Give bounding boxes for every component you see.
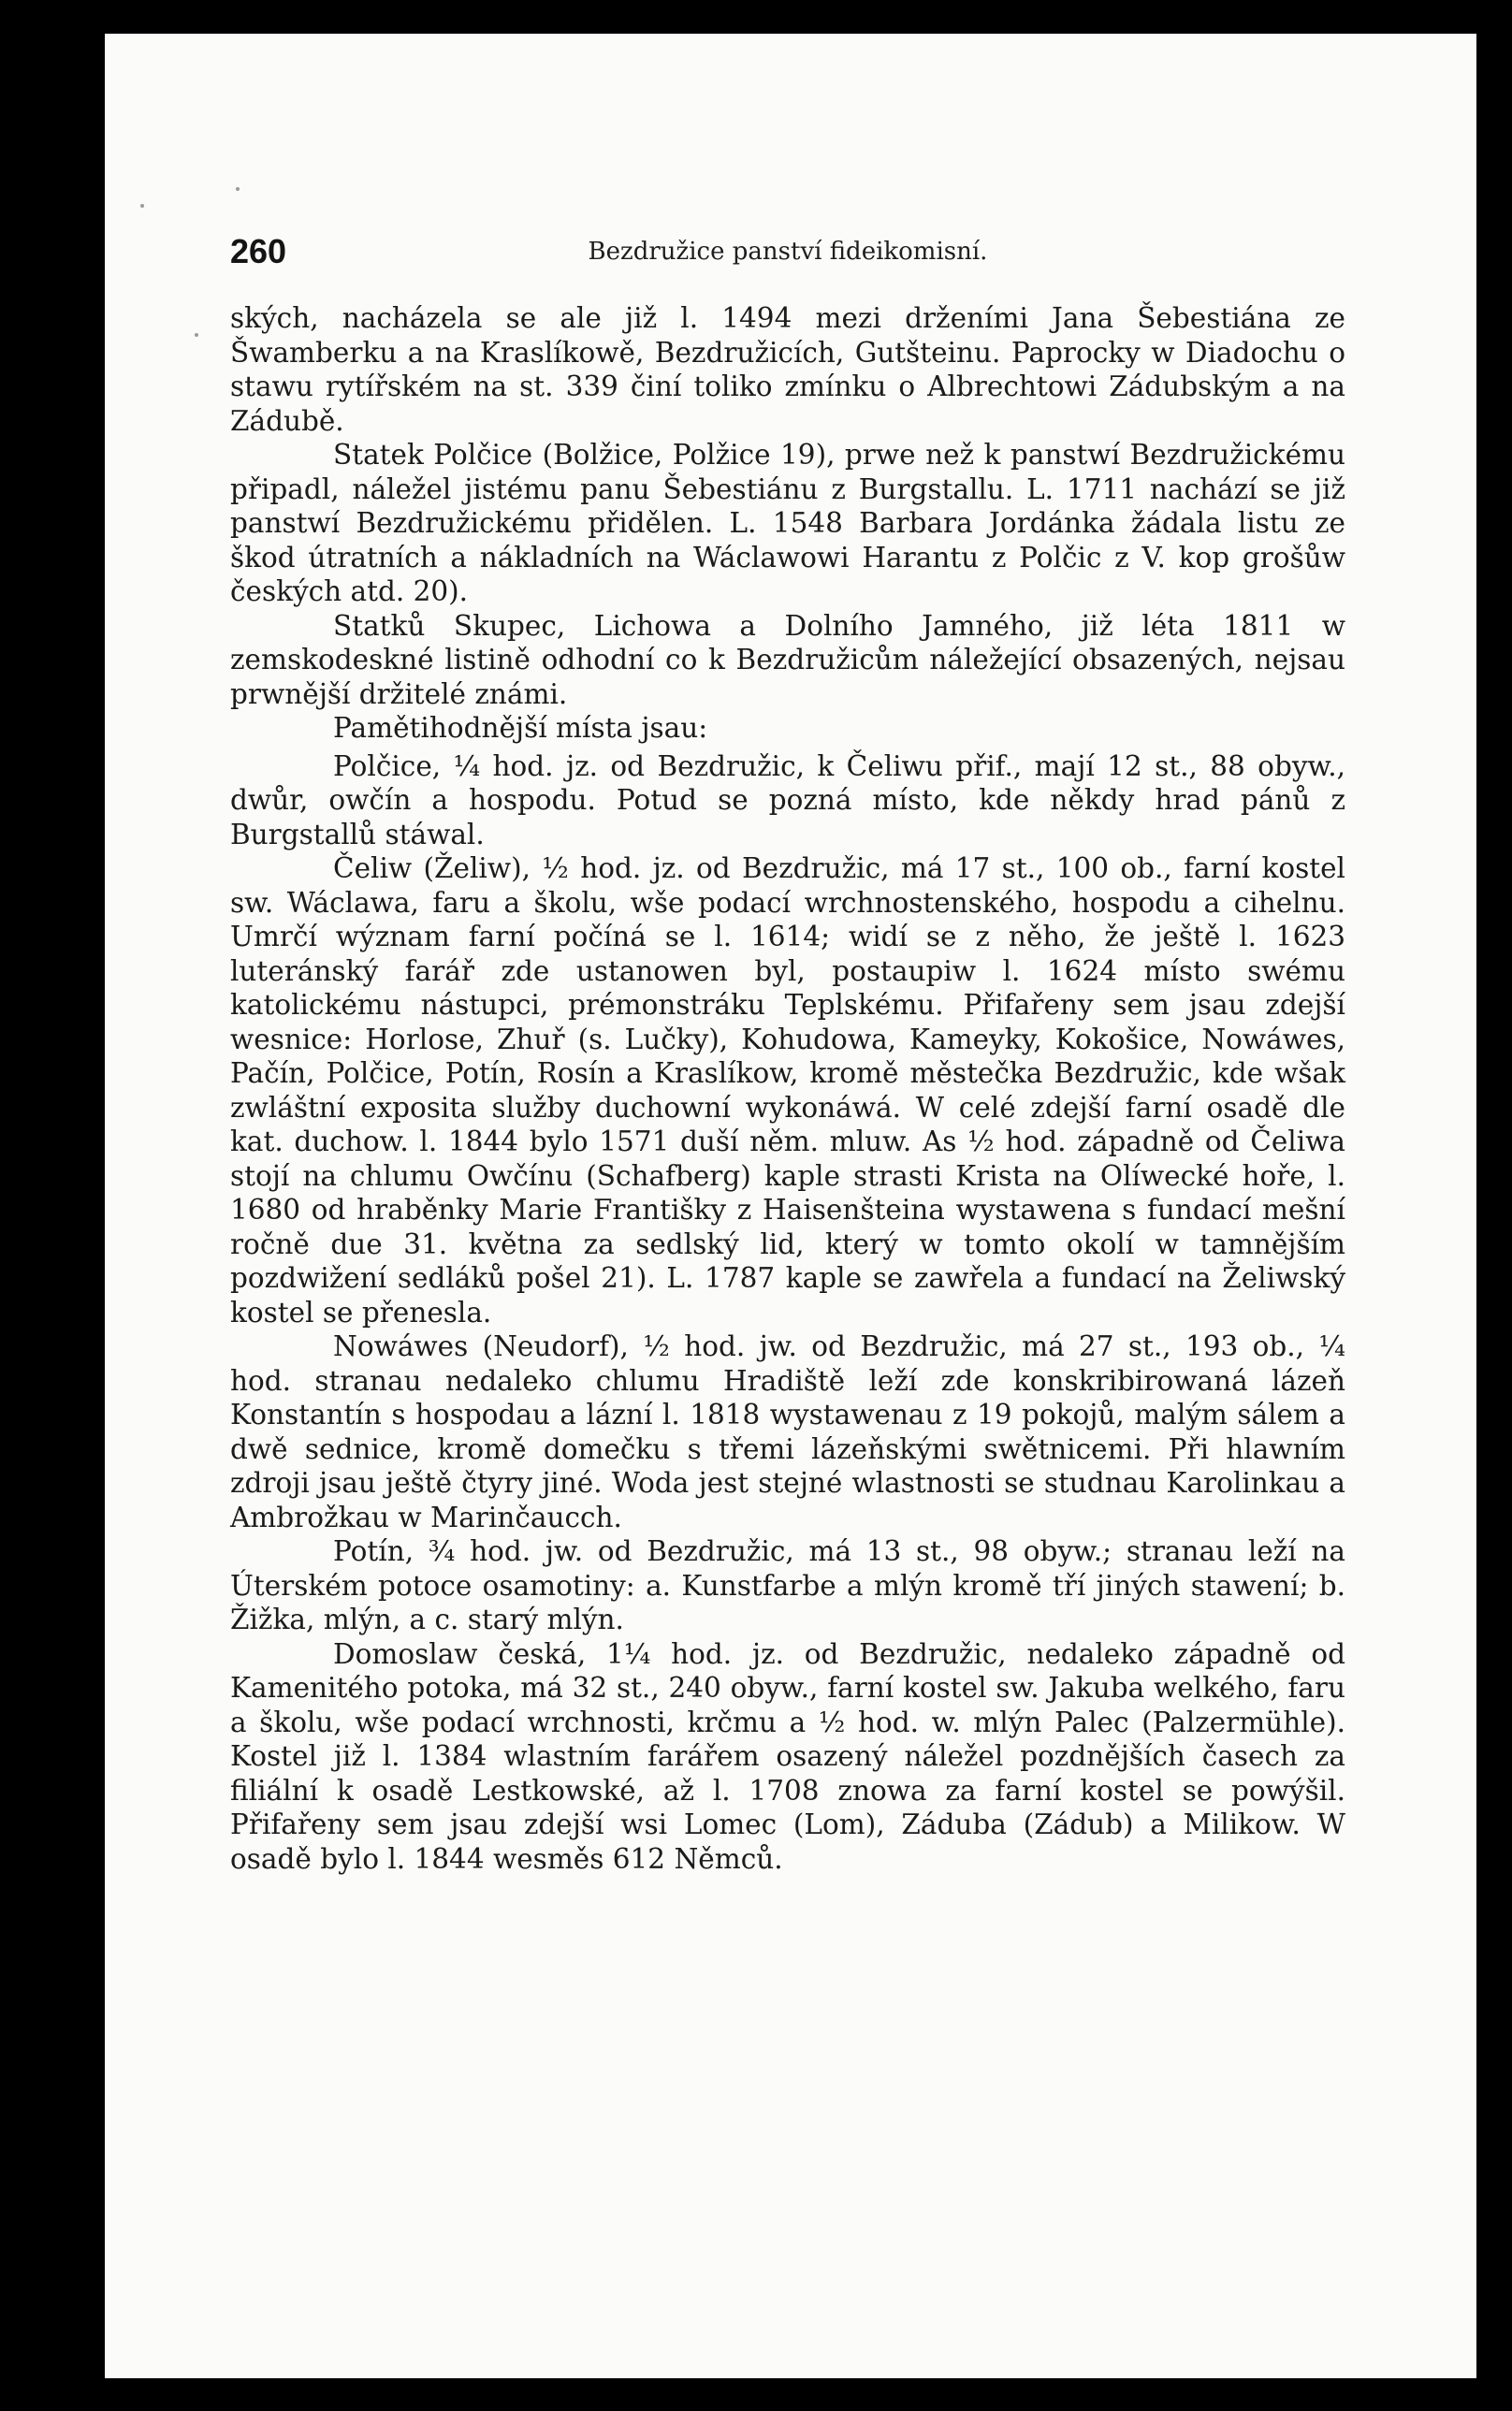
entry-potin: Potín, ¾ hod. jw. od Bezdružic, má 13 st., 98 obyw.; stranau leží na Úterském potoce osamotiny: a. Kunstfarbe a mlýn kromě tří jiných stawení; b. Žižka, mlýn, a c. starý mlýn.	[230, 1535, 1345, 1635]
paragraph-other-estates: Statků Skupec, Lichowa a Dolního Jamného, již léta 1811 w zemskodeskné listině odhodní co k Bezdružicům náležející obsazených, nejsau prwnější držitelé známi.	[230, 609, 1345, 710]
entry-nowawes: Nowáwes (Neudorf), ½ hod. jw. od Bezdružic, má 27 st., 193 ob., ¼ hod. stranau nedaleko chlumu Hradiště leží zde konskribirowaná lázeň Konstantín s hospodau a lázní l. 1818 wystawenau z 19 pokojů, malým sálem a dwě sednice, kromě domečku s třemi lázeňskými swětnicemi. Při hlawním zdroji jsau ještě čtyry jiné. Woda jest stejné wlastnosti se studnau Karolinkau a Ambrožkau w Marinčaucch.	[230, 1330, 1345, 1533]
page-header-title: Bezdružice panství fideikomisní.	[588, 238, 988, 266]
entry-domoslaw: Domoslaw česká, 1¼ hod. jz. od Bezdružic, nedaleko západně od Kamenitého potoka, má 32 st., 240 obyw., farní kostel sw. Jakuba welkého, faru a školu, wše podací wrchnosti, krčmu a ½ hod. w. mlýn Palec (Palzermühle). Kostel již l. 1384 wlastním farářem osazený náležel pozdnějších časech za filiální k osadě Lestkowské, až l. 1708 znowa za farní kostel se powýšil. Přifařeny sem jsau zdejší wsi Lomec (Lom), Záduba (Zádub) a Milikow. W osadě bylo l. 1844 wesměs 612 Němců.	[230, 1637, 1345, 1875]
scan-speck	[236, 187, 240, 191]
page-number: 260	[230, 232, 287, 270]
running-head	[230, 232, 1345, 279]
entry-celiw: Čeliw (Želiw), ½ hod. jz. od Bezdružic, má 17 st., 100 ob., farní kostel sw. Wáclawa, faru a školu, wše podací wrchnostenského, hospodu a cihelnu. Umrčí wýznam farní počíná se l. 1614; widí se z něho, že ještě l. 1623 luteránský farář zde ustanowen byl, postaupiw l. 1624 místo swému katolickému nástupci, prémonstráku Teplskému. Přifařeny sem jsau zdejší wesnice: Horlose, Zhuř (s. Lučky), Kohudowa, Kameyky, Kokošice, Nowáwes, Pačín, Polčice, Potín, Rosín a Kraslíkow, kromě městečka Bezdružic, kde wšak zwláštní exposita služby duchowní wykonáwá. W celé zdejší farní osadě dle kat. duchow. l. 1844 bylo 1571 duší něm. mluw. As ½ hod. západně od Čeliwa stojí na chlumu Owčínu (Schafberg) kaple strasti Krista na Olíwecké hoře, l. 1680 od hraběnky Marie Františky z Haisenšteina wystawena s fundací mešní ročně due 31. května za sedlský lid, který w tomto okolí w tamnějším pozdwižení sedláků pošel 21). L. 1787 kaple se zawřela a fundací na Želiwský kostel se přenesla.	[230, 852, 1345, 1329]
section-intro: Pamětihodnější místa jsau:	[333, 712, 708, 744]
scan-speck	[195, 333, 198, 337]
scan-speck	[140, 204, 144, 208]
scan-border-mark	[1486, 0, 1512, 36]
paragraph-continuation: ských, nacházela se ale již l. 1494 mezi drženími Jana Šebestiána ze Šwamberku a na Kraslíkowě, Bezdružicích, Gutšteinu. Paprocky w Diadochu o stawu rytířském na st. 339 činí toliko zmínku o Albrechtowi Zádubským a na Zádubě.	[230, 302, 1345, 437]
entry-polcice: Polčice, ¼ hod. jz. od Bezdružic, k Čeliwu přif., mají 12 st., 88 obyw., dwůr, owčín a hospodu. Potud se pozná místo, kde někdy hrad pánů z Burgstallů stáwal.	[230, 749, 1345, 850]
paragraph-polcice-estate: Statek Polčice (Bolžice, Polžice 19), prwe než k panstwí Bezdružickému připadl, náležel jistému panu Šebestiánu z Burgstallu. L. 1711 nachází se již panstwí Bezdružickému přidělen. L. 1548 Barbara Jordánka žádala listu ze škod útratních a nákladních na Wáclawowi Harantu z Polčic z V. kop grošůw českých atd. 20).	[230, 439, 1345, 607]
body-text	[230, 301, 1345, 1876]
